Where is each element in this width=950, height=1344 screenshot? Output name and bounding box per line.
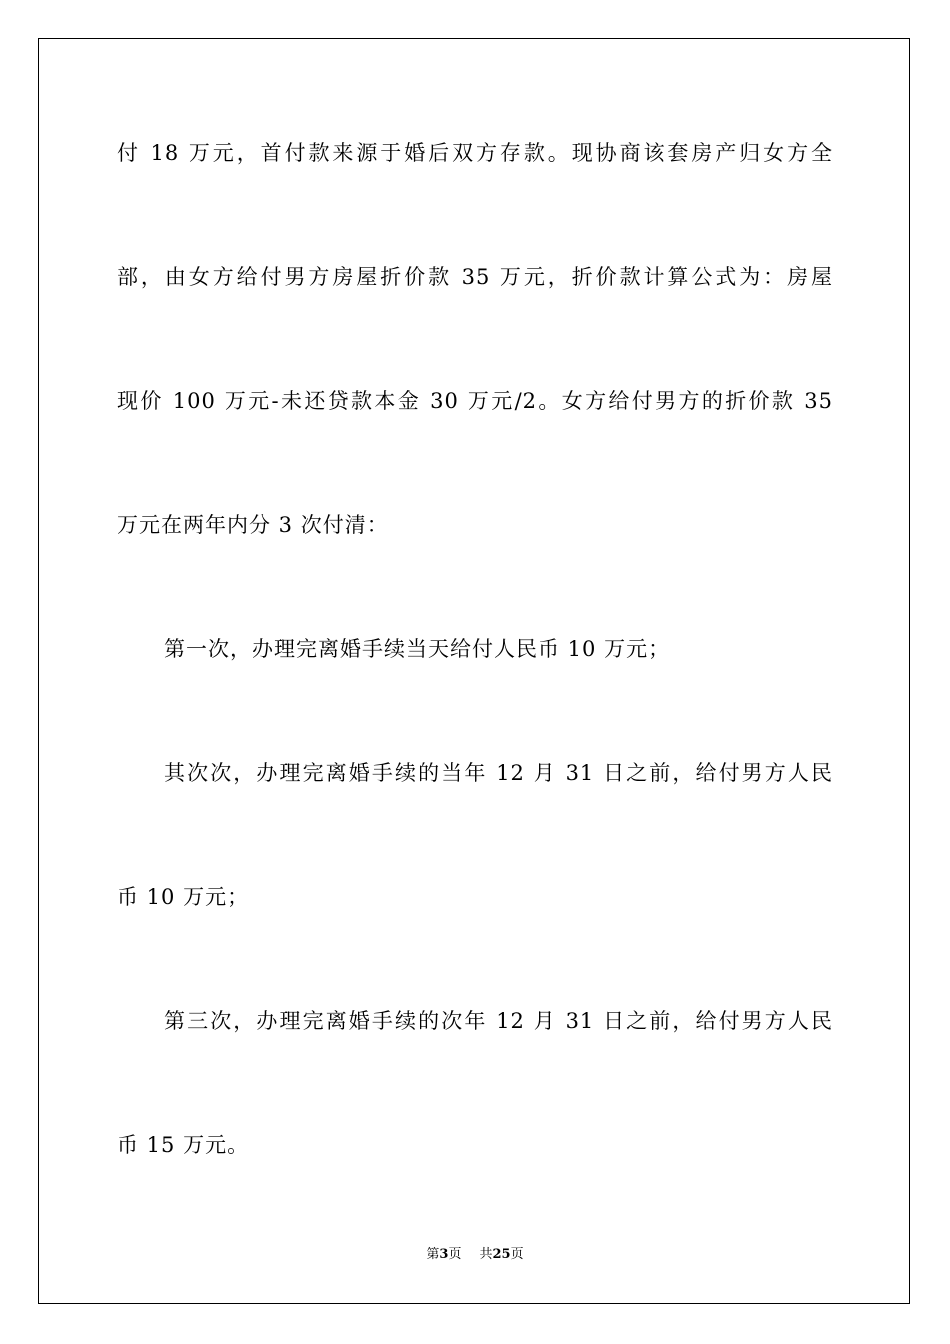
page-suffix: 页 (448, 1247, 462, 1262)
paragraph-line-3: 现价 100 万元-未还贷款本金 30 万元/2。女方给付男方的折价款 35 (117, 389, 833, 413)
total-suffix: 页 (510, 1247, 524, 1262)
paragraph-line-1: 付 18 万元，首付款来源于婚后双方存款。现协商该套房产归女方全 (117, 141, 833, 165)
payment-item-2-line-2: 币 10 万元； (117, 885, 250, 909)
page-prefix: 第 (426, 1247, 440, 1262)
total-prefix: 共 (479, 1247, 493, 1262)
payment-item-3-line-2: 币 15 万元。 (117, 1133, 250, 1157)
payment-item-3-line-1: 第三次，办理完离婚手续的次年 12 月 31 日之前，给付男方人民 (164, 1009, 833, 1033)
paragraph-line-4: 万元在两年内分 3 次付清： (117, 513, 389, 537)
payment-item-2-line-1: 其次次，办理完离婚手续的当年 12 月 31 日之前，给付男方人民 (164, 761, 833, 785)
page-border (38, 38, 910, 1304)
total-page-count: 25 (492, 1247, 511, 1262)
payment-item-1: 第一次，办理完离婚手续当天给付人民币 10 万元； (164, 637, 671, 661)
current-page-number: 3 (439, 1247, 449, 1262)
paragraph-line-2: 部，由女方给付男方房屋折价款 35 万元，折价款计算公式为：房屋 (117, 265, 833, 289)
page-footer (0, 1246, 950, 1264)
